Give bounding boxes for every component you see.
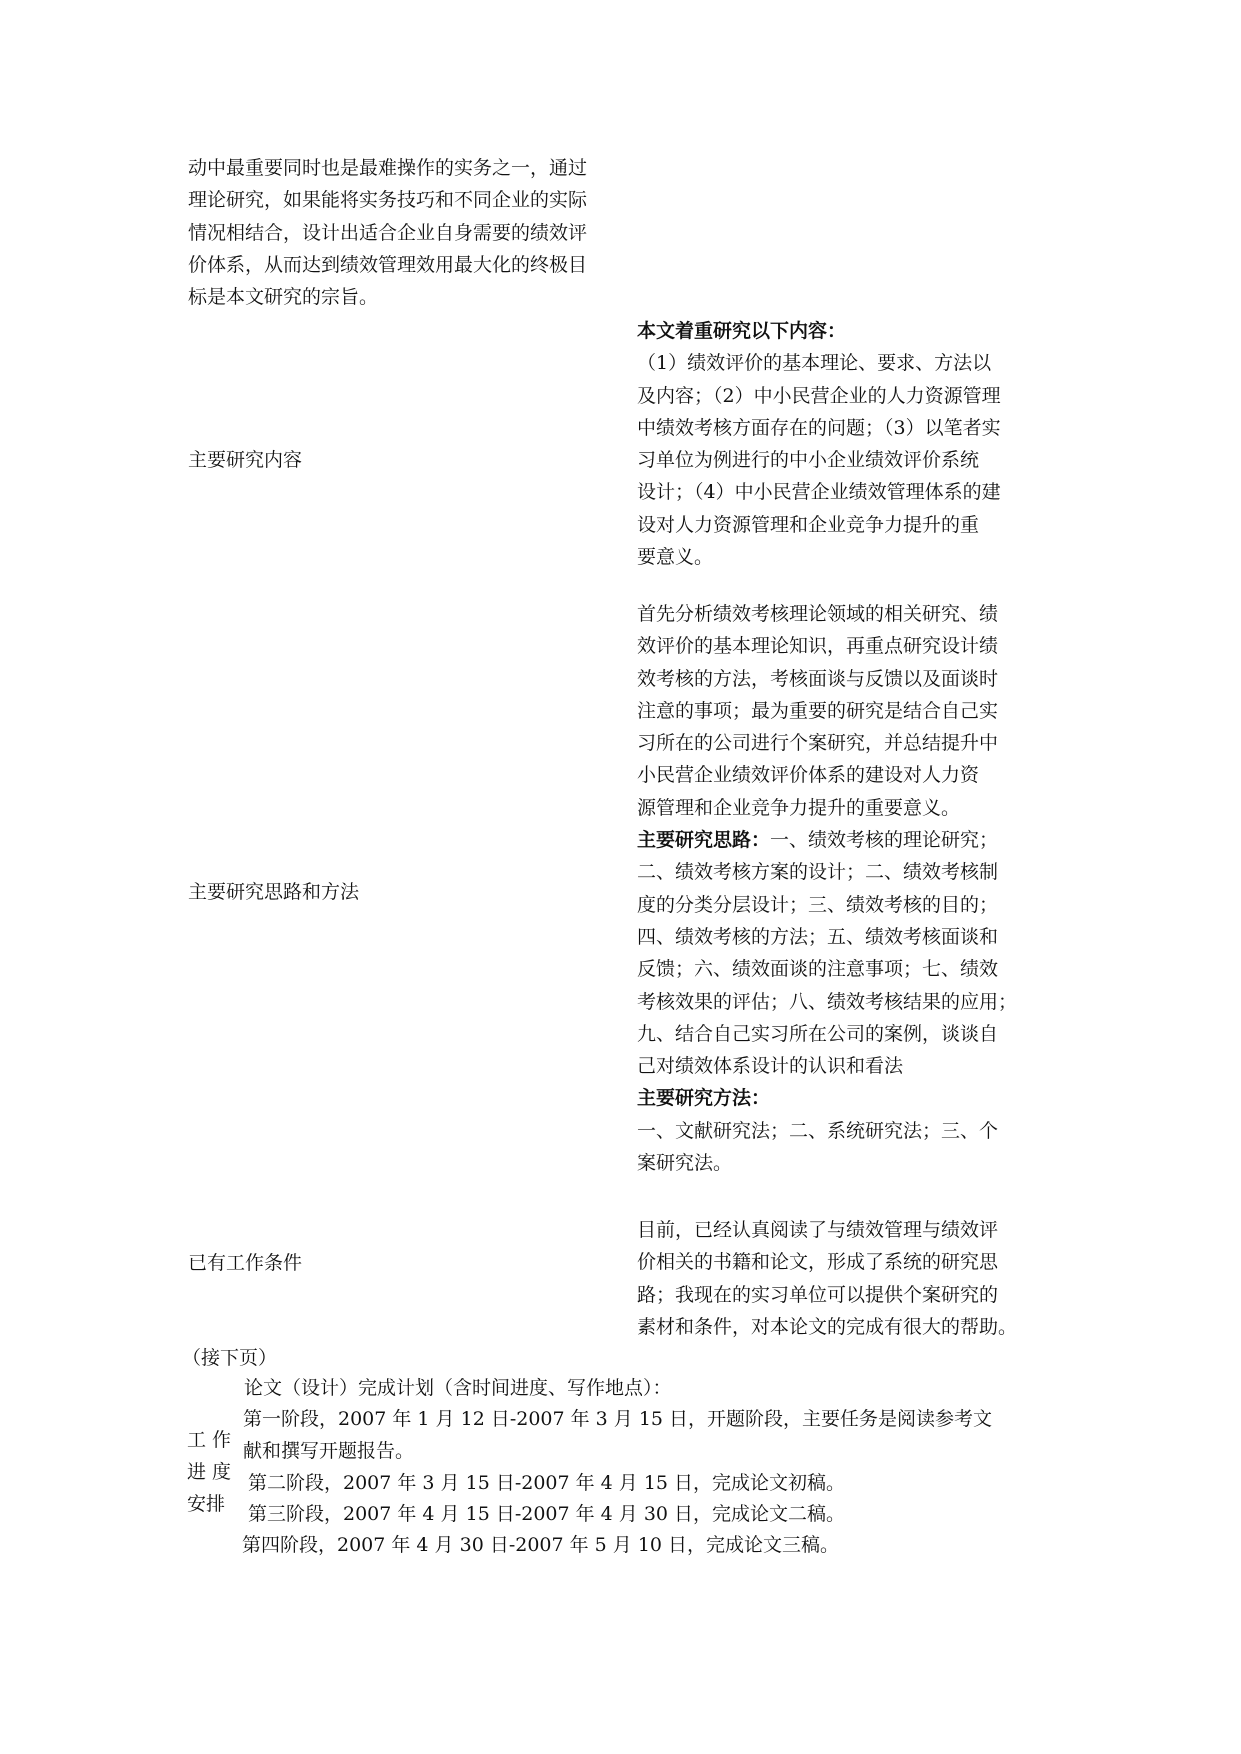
continued-note: （接下页） [182,1347,278,1369]
conditions-line: 目前，已经认真阅读了与绩效管理与绩效评 [637,1219,999,1241]
content-section-body [637,315,1057,573]
plan-stage-4: 第四阶段，2007 年 4 月 30 日-2007 年 5 月 10 日，完成论文三稿。 [242,1534,840,1556]
plan-stage-3: 第三阶段，2007 年 4 月 15 日-2007 年 4 月 30 日，完成论文二稿。 [248,1503,846,1525]
ideas-line: 己对绩效体系设计的认识和看法 [637,1055,904,1078]
ideas-heading: 主要研究思路： [637,829,771,852]
ideas-first: 一、绩效考核的理论研究； [770,829,999,852]
conditions-line: 素材和条件，对本论文的完成有很大的帮助。 [637,1315,1018,1338]
plan-side-label-2: 进 度 [187,1461,232,1483]
conditions-section-body [637,1214,1057,1343]
methods-line: 案研究法。 [637,1152,733,1175]
content-line: 设对人力资源管理和企业竞争力提升的重 [637,513,980,536]
content-heading: 本文着重研究以下内容： [637,320,847,342]
plan-side-label-1: 工 作 [187,1429,232,1451]
conditions-line: 路；我现在的实习单位可以提供个案研究的 [637,1283,999,1306]
method-section-label: 主要研究思路和方法 [188,881,360,903]
intro-line: 理论研究，如果能将实务技巧和不同企业的实际 [188,189,588,212]
method-intro-line: 效评价的基本理论知识，再重点研究设计绩 [637,635,999,658]
conditions-section-label: 已有工作条件 [188,1252,303,1274]
ideas-first-line [637,824,1057,856]
content-section-label: 主要研究内容 [188,449,303,471]
content-line: 要意义。 [637,546,714,569]
method-intro-line: 效考核的方法，考核面谈与反馈以及面谈时 [637,667,999,690]
intro-line: 动中最重要同时也是最难操作的实务之一，通过 [188,157,588,179]
method-intro-line: 源管理和企业竞争力提升的重要意义。 [637,796,961,819]
method-intro-line: 首先分析绩效考核理论领域的相关研究、绩 [637,603,999,625]
method-intro-line: 注意的事项；最为重要的研究是结合自己实 [637,699,999,722]
plan-stage-2: 第二阶段，2007 年 3 月 15 日-2007 年 4 月 15 日，完成论文初稿。 [248,1472,846,1494]
content-line: 设计；（4）中小民营企业绩效管理体系的建 [637,481,1001,504]
intro-line: 价体系，从而达到绩效管理效用最大化的终极目 [188,253,588,276]
methods-line: 一、文献研究法；二、系统研究法；三、个 [637,1119,999,1142]
content-line: 中绩效考核方面存在的问题；（3）以笔者实 [637,416,1001,439]
ideas-line: 度的分类分层设计；三、绩效考核的目的； [637,893,999,916]
conditions-line: 价相关的书籍和论文，形成了系统的研究思 [637,1251,999,1274]
plan-stage-1-cont: 献和撰写开题报告。 [243,1440,415,1462]
ideas-line: 九、结合自己实习所在公司的案例，谈谈自 [637,1022,999,1045]
ideas-line: 四、绩效考核的方法；五、绩效考核面谈和 [637,925,999,948]
method-intro-line: 习所在的公司进行个案研究，并总结提升中 [637,732,999,755]
plan-title: 论文（设计）完成计划（含时间进度、写作地点）： [244,1377,672,1399]
plan-stage-1: 第一阶段，2007 年 1 月 12 日-2007 年 3 月 15 日，开题阶段，主要任务是阅读参考文 [243,1408,993,1430]
intro-line: 情况相结合，设计出适合企业自身需要的绩效评 [188,221,588,244]
method-intro-line: 小民营企业绩效评价体系的建设对人力资 [637,764,980,787]
ideas-line: 考核效果的评估；八、绩效考核结果的应用； [637,990,1018,1013]
method-section-body [637,598,1057,1179]
plan-side-label [187,1424,231,1520]
methods-heading: 主要研究方法： [637,1087,771,1110]
ideas-line: 二、绩效考核方案的设计；二、绩效考核制 [637,861,999,884]
intro-line: 标是本文研究的宗旨。 [188,286,379,309]
content-line: 习单位为例进行的中小企业绩效评价系统 [637,449,980,472]
content-line: （1）绩效评价的基本理论、要求、方法以 [637,352,992,375]
content-line: 及内容；（2）中小民营企业的人力资源管理 [637,384,1001,407]
intro-paragraph [188,152,648,313]
ideas-line: 反馈；六、绩效面谈的注意事项；七、绩效 [637,958,999,981]
plan-side-label-3: 安排 [187,1493,226,1515]
